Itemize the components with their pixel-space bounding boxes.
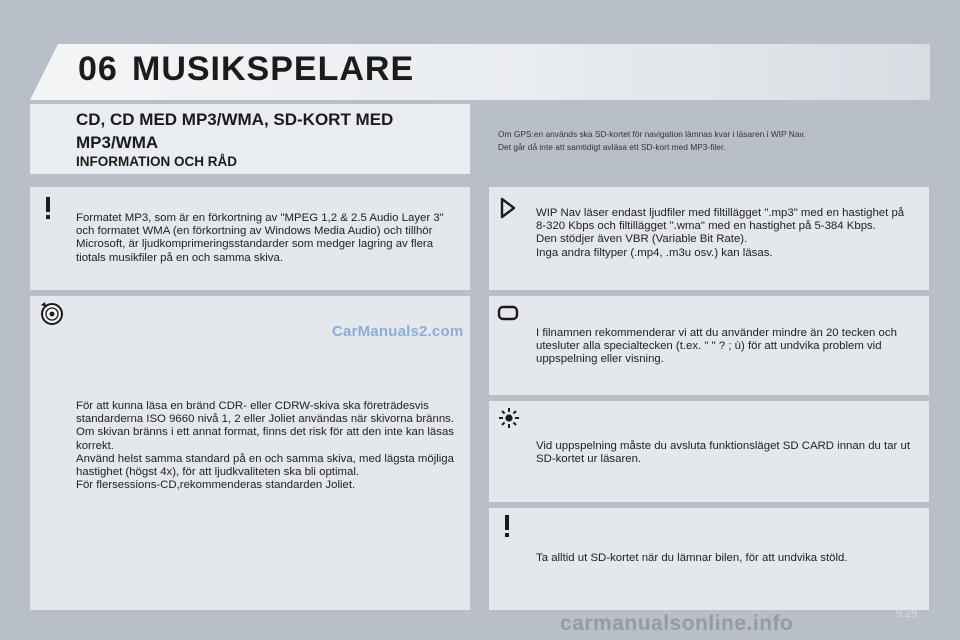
- footer-watermark: carmanualsonline.info: [560, 612, 794, 635]
- section-subtitle: INFORMATION OCH RÅD: [76, 154, 237, 169]
- exclamation-icon: [497, 514, 517, 538]
- gps-note: [498, 128, 928, 154]
- gps-note-line1: Om GPS:en används ska SD-kortet för navigation lämnas kvar i läsaren i WIP Nav.: [498, 129, 806, 139]
- chapter-title: MUSIKSPELARE: [132, 50, 415, 88]
- section-title: CD, CD MED MP3/WMA, SD-KORT MED MP3/WMA: [76, 110, 394, 152]
- cd-disc-icon: [38, 300, 64, 326]
- cd-burning-text-3: Använd helst samma standard på en och samma skiva, med lägsta möjliga hastighet (högst 4x), för att ljudkvaliteten ska bli optimal.: [76, 452, 454, 479]
- file-types-text-3: Inga andra filtyper (.mp4, .m3u osv.) kan läsas.: [536, 246, 773, 259]
- sd-removal-text: Vid uppspelning måste du avsluta funktionsläget SD CARD innan du tar ut SD-kortet ur läsaren.: [536, 440, 911, 466]
- chapter-number: 06: [78, 50, 118, 88]
- gps-note-line2: Det går då inte att samtidigt avläsa ett SD-kort med MP3-filer.: [498, 142, 726, 152]
- play-icon: [497, 196, 519, 220]
- theft-text: Ta alltid ut SD-kortet när du lämnar bilen, för att undvika stöld.: [536, 552, 848, 564]
- carmanuals-watermark-link[interactable]: CarManuals2.com: [332, 323, 464, 340]
- file-types-text-1: WIP Nav läser endast ljudfiler med filtillägget ".mp3" med en hastighet på 8-320 Kbps och filtillägget ".wma" med en hastighet på 5-384 Kbps.: [536, 207, 905, 233]
- cd-burning-text-4: För flersessions-CD,rekommenderas standarden Joliet.: [76, 479, 356, 492]
- filenames-text: I filnamnen rekommenderar vi att du använder mindre än 20 tecken och utesluter alla specialtecken (t.ex. " " ? ; ù) för att undvika problem vid uppspelning eller visning.: [536, 327, 897, 366]
- sun-icon: [497, 406, 521, 430]
- exclamation-icon: [38, 196, 58, 220]
- file-types-text-2: Den stödjer även VBR (Variable Bit Rate).: [536, 233, 748, 246]
- cd-burning-text-2: Om skivan bränns i ett annat format, finns det risk för att den inte kan läsas korrekt.: [76, 426, 454, 452]
- cd-burning-text-1: För att kunna läsa en bränd CDR- eller CDRW-skiva ska företrädesvis standarderna ISO 9660 nivå 1, 2 eller Joliet användas när skivorna bränns.: [76, 400, 455, 426]
- mp3-format-text: Formatet MP3, som är en förkortning av "MPEG 1,2 & 2.5 Audio Layer 3" och formatet WMA (en förkortning av Windows Media Audio) och tillhör Microsoft, är ljudkomprimeringsstandarder som medger lagring av flera tiotals musikfiler på en och samma skiva.: [76, 212, 444, 264]
- page-number: 9.29: [896, 608, 918, 620]
- file-types-text: [536, 207, 916, 260]
- cd-burning-text: [76, 400, 466, 492]
- rounded-rectangle-icon: [497, 303, 519, 323]
